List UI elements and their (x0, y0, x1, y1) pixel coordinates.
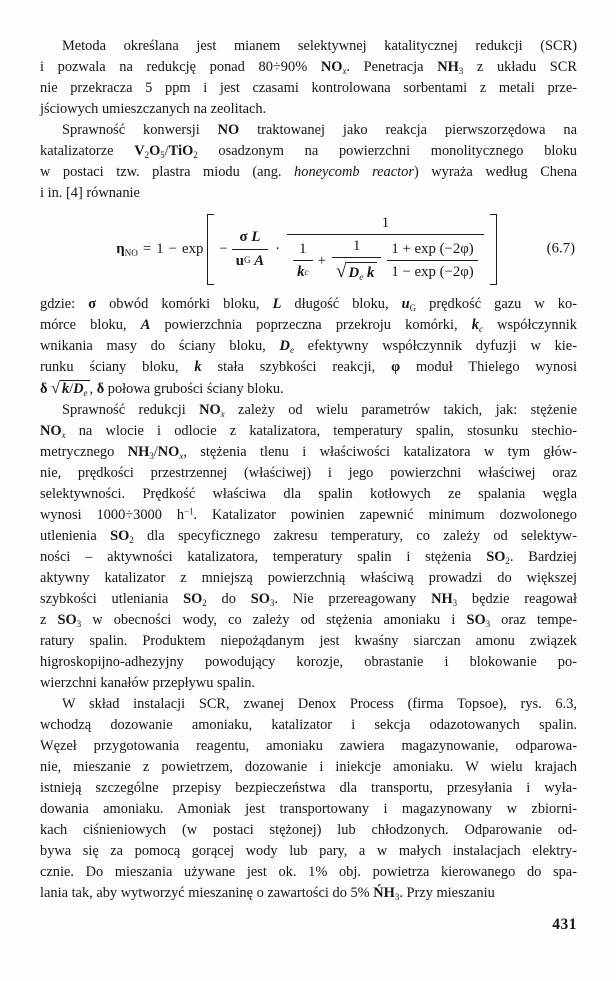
text-line: Sprawność redukcji $NO_x$ zależy od wielu parametrów takich, jak: stężenie (62, 402, 577, 420)
text-line: z $SO_3$ w obecności wody, co zależy od stężenia amoniaku i $SO_3$ oraz tempe- (40, 612, 577, 630)
page-number: 431 (552, 916, 577, 933)
paragraph (40, 400, 577, 694)
text-line: wnikania masy do ściany bloku, $D_e$ efektywny współczynnik dyfuzji w kie- (40, 338, 577, 356)
text-line: nie, mieszanie z powietrzem, dozowanie i iniekcje amoniaku. W wielu krajach (40, 759, 577, 775)
one-term: 1 (156, 240, 164, 257)
text-line: wchodzą dozowanie amoniaku, katalizator i sekcja odazotowanych spalin. (40, 717, 577, 733)
text-line: kach ciśnieniowych (w postaci stężonej) lub chłodzonych. Odparowanie od- (40, 822, 577, 838)
left-bracket (207, 214, 214, 285)
text-before-formula (40, 36, 577, 204)
text-line: ności – aktywności katalizatora, temperatury spalin i stężenia $SO_2$. Bardziej (40, 549, 577, 567)
text-line: istnieją szczególne przepisy bezpieczeństwa dla transportu, przesyłania i wyła- (40, 780, 577, 796)
text-line: $NO_x$ na wlocie i odlocie z katalizatora, temperatury spalin, stosunku stechio- (40, 423, 577, 441)
minus-sign: − (168, 240, 177, 257)
fraction-sigmaL-over-uGA: σ L u G A (232, 228, 268, 270)
text-line: Sprawność konwersji NO traktowanej jako reakcja pierwszorzędowa na (62, 122, 577, 138)
equation-block (40, 204, 577, 294)
equation-number: (6.7) (546, 240, 575, 257)
text-line: gdzie: σ obwód komórki bloku, L długość bloku, $u_G$ prędkość gazu w ko- (40, 296, 577, 314)
text-line: aktywny katalizator z mniejszą powierzchnią właściwą prowadzi do większej (40, 570, 577, 586)
text-line: lania tak, aby wytworzyć mieszaninę o zawartości do 5% $ŃH_3$. Przy mieszaniu (40, 885, 495, 903)
equals-sign: = (142, 240, 152, 257)
text-line: δ √ $k/D_e$ , δ połowa grubości ściany bloku. (40, 380, 284, 399)
text-line: i pozwala na redukcję ponad 80÷90% $NO_x$. Penetracja $NH_3$ z układu SCR (40, 59, 578, 77)
text-line: nie, prędkości przestrzennej (właściwej) i jego powierzchni właściwej oraz (40, 465, 577, 481)
text-line: szybkości utleniania $SO_2$ do $SO_3$. Nie przereagowany $NH_3$ będzie reagował (40, 591, 578, 609)
equation-6-7 (116, 214, 501, 285)
text-line: W skład instalacji SCR, zwanej Denox Process (firma Topsoe), rys. 6.3, (62, 696, 577, 712)
main-fraction: 1 1 k c + 1 √ $D_e$ k $\frac{1 + \exp (-2\varphi)}{1 - \exp (-2\varphi)}$ (287, 214, 484, 285)
text-line: metrycznego $NH_3/NO_x$, stężenia tlenu i właściwości katalizatora w tym głów- (40, 444, 577, 462)
right-bracket (490, 214, 497, 285)
text-line: dowania amoniaku. Amoniak jest transportowany i magazynowany w zbiorni- (40, 801, 577, 817)
fraction-one-over-kc: 1 k c (293, 240, 312, 282)
middle-dot: · (275, 240, 281, 257)
text-line: ratury spalin. Produktem niepożądanym jest kwaśny siarczan amonu związek (40, 633, 577, 649)
text-line: selektywności. Prędkość właściwa dla spalin kotłowych ze spalania węgla (40, 486, 577, 502)
text-line: runku ściany bloku, k stała szybkości reakcji, φ moduł Thielego wynosi (40, 359, 577, 375)
fraction-exp-ratio: $\frac{1 + \exp (-2\varphi)}{1 - \exp (-2\varphi)}$ (387, 240, 477, 282)
paragraph (40, 694, 577, 904)
text-line: w postaci tzw. plastra miodu (ang. honeycomb reactor) wyraża według Chena (40, 164, 577, 180)
exp-function: exp (182, 240, 204, 257)
text-line: Węzeł przygotowania reagentu, amoniaku zawiera magazynowanie, odparowa- (40, 738, 577, 754)
negative-sign: − (219, 240, 228, 257)
text-line: higroskopijno-adhezyjny powodujący korozje, obrastanie i blokowanie po- (40, 654, 577, 670)
text-after-formula (40, 294, 577, 904)
text-line: utlenienia $SO_2$ dla specyficznego zakresu temperatury, co zależy od selektyw- (40, 528, 577, 546)
paragraph (40, 120, 577, 204)
text-line: jściowych umieszczanych na zeolitach. (40, 101, 267, 117)
text-line: katalizatorze $V_2O_5/TiO_2$ osadzonym na powierzchni monolitycznego bloku (40, 143, 577, 161)
text-line: Metoda określana jest mianem selektywnej katalitycznej redukcji (SCR) (62, 38, 577, 54)
radical-sign: √ (335, 261, 347, 283)
fraction-one-over-sqrtDek: 1 √ $D_e$ k (332, 237, 381, 285)
text-line: mórce bloku, A powierzchnia poprzeczna przekroju komórki, $k_c$ współczynnik (40, 317, 578, 335)
paragraph (40, 36, 577, 120)
text-line: nie przekracza 5 ppm i jest czasami kontrolowana sorbentami z metali prze- (40, 80, 577, 96)
eta-term: $\eta_{NO}$ (116, 240, 138, 258)
plus-sign: + (317, 252, 326, 269)
text-line: cznie. Do mieszania używane jest ok. 1% obj. powietrza kierowanego do spa- (40, 864, 577, 880)
text-line: wierzchni kanałów przepływu spalin. (40, 675, 255, 691)
text-line: i in. [4] równanie (40, 185, 140, 201)
page-text (40, 36, 577, 904)
text-line: bywa się za pomocą gorącej wody lub pary, a w małych instalacjach elektry- (40, 843, 577, 859)
paragraph (40, 294, 577, 400)
text-line: wynosi 1000÷3000 $h^{-1}$. Katalizator powinien zapewnić minimum dozwolonego (40, 506, 577, 523)
